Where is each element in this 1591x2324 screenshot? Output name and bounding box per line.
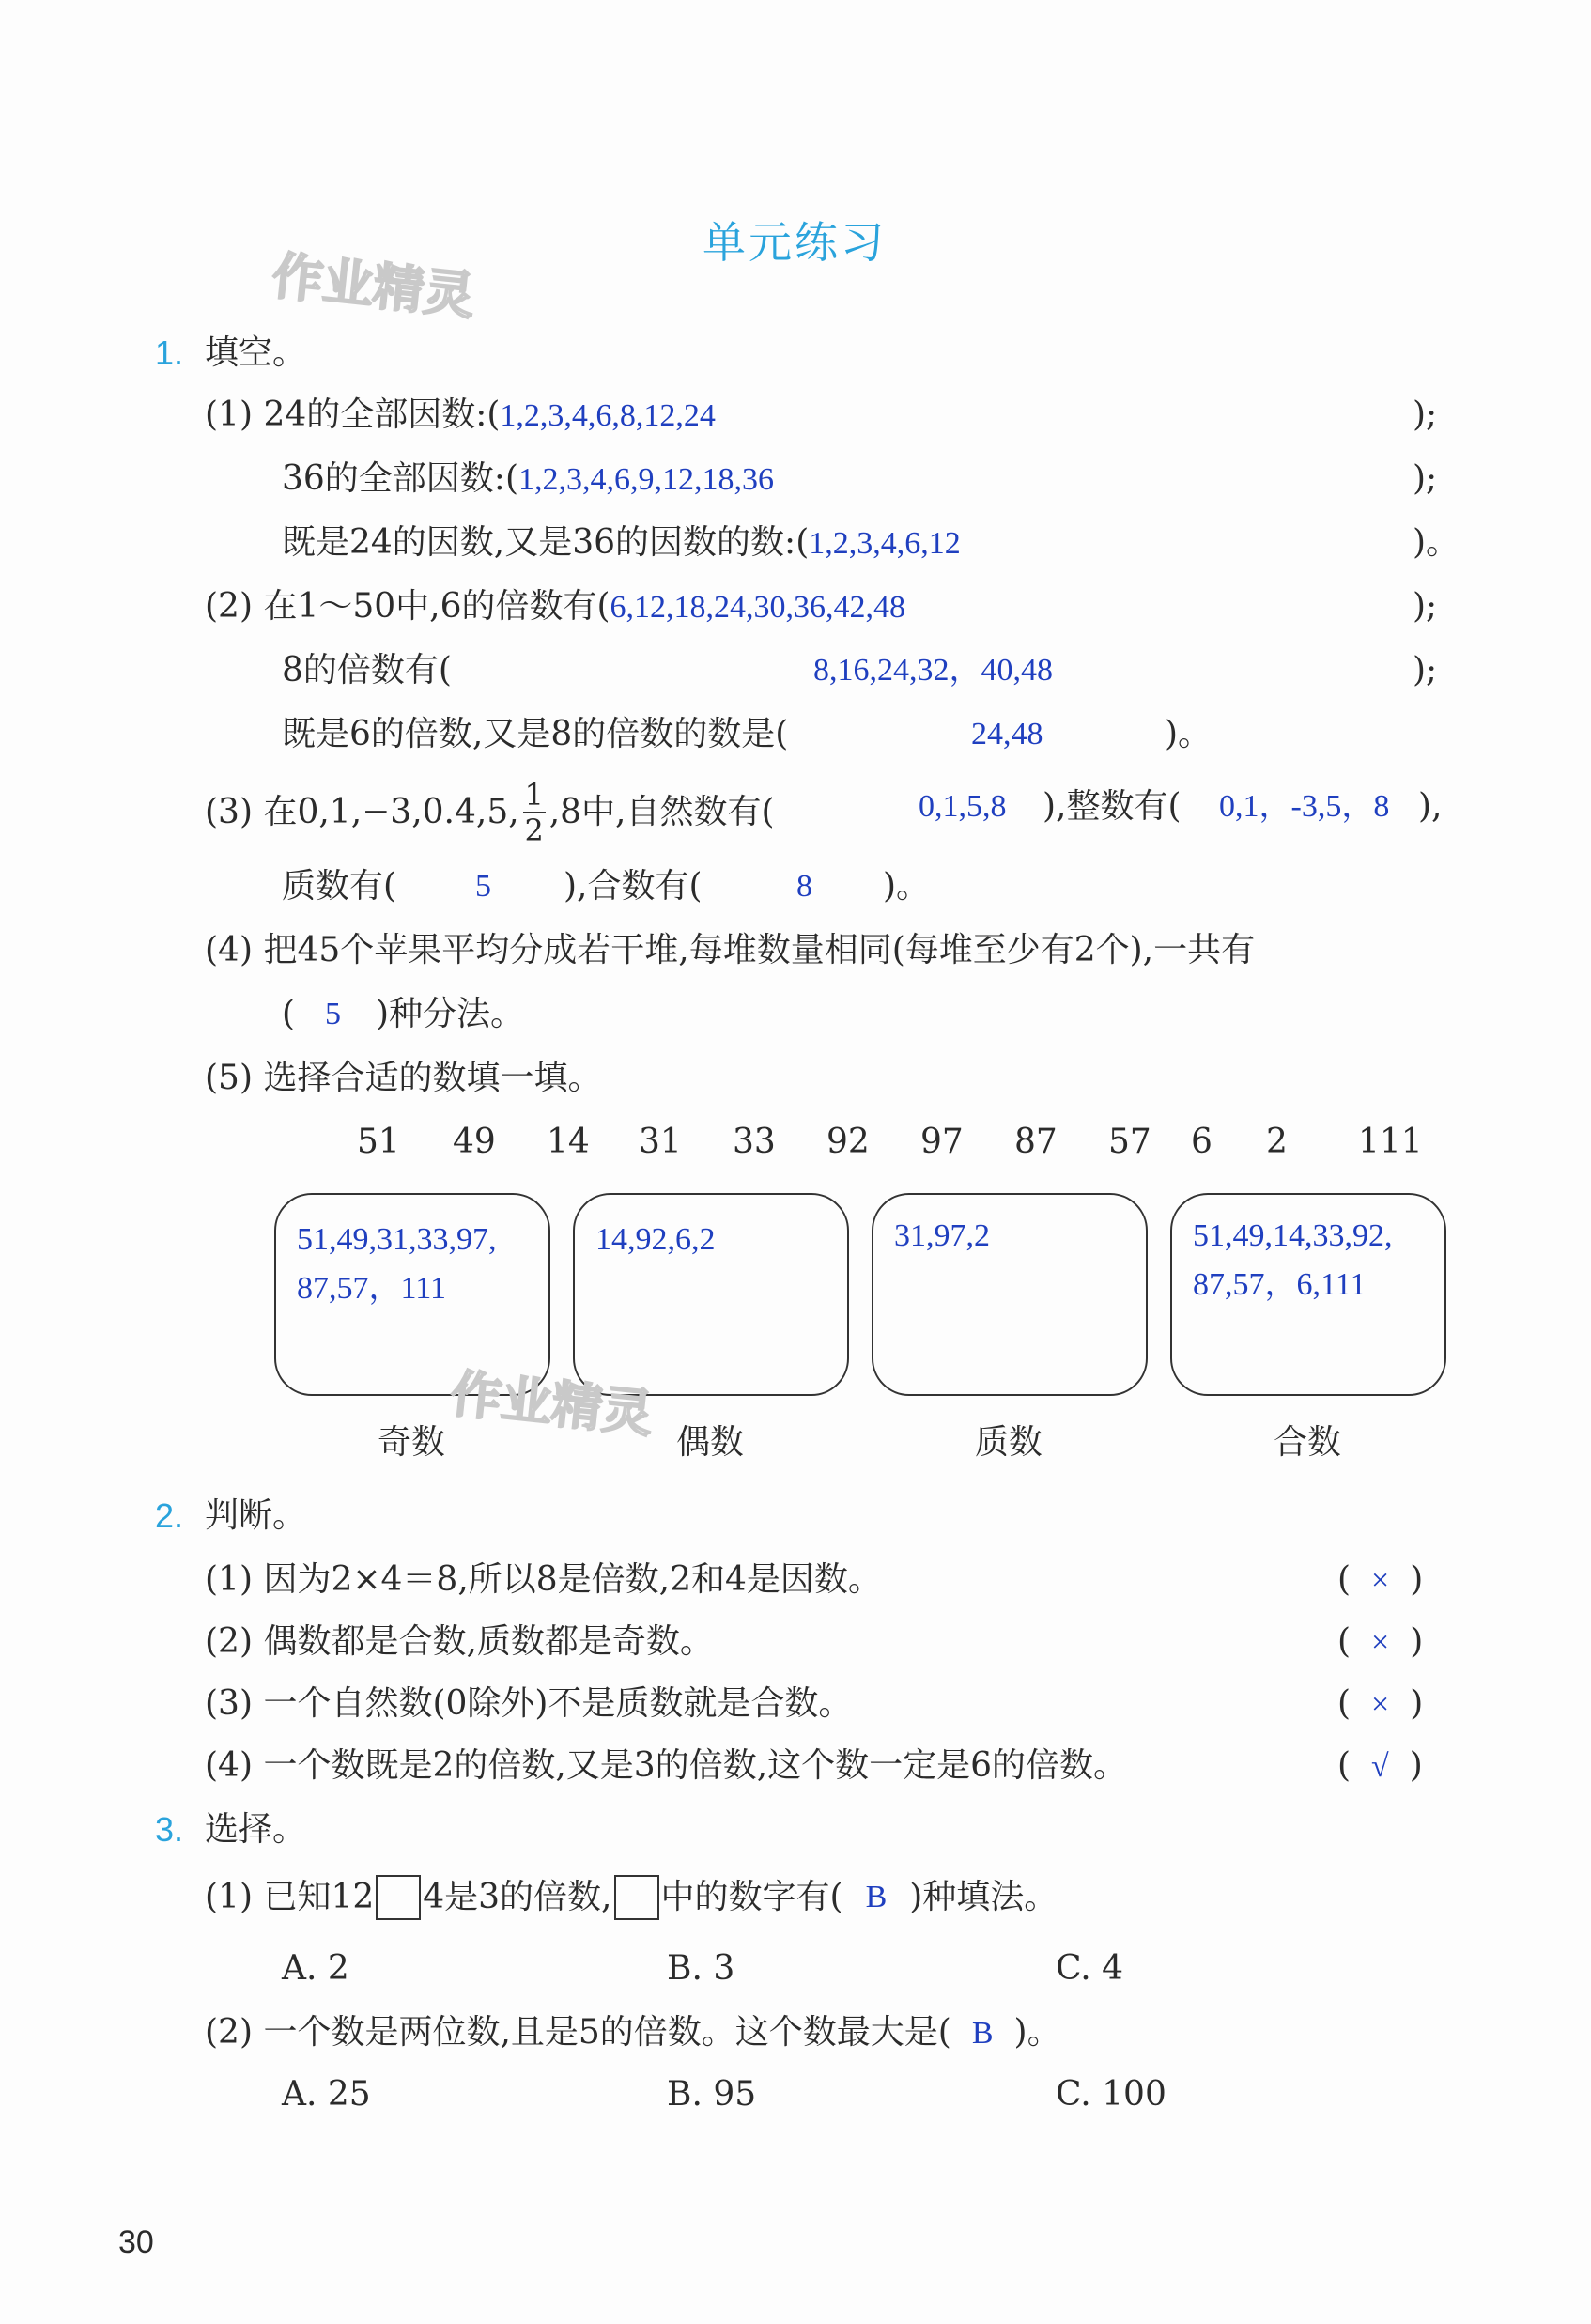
candidate-number: 111 <box>1358 1123 1423 1161</box>
q1-p2-l3-prefix: 既是6的倍数,又是8的倍数的数是( <box>282 715 789 753</box>
q2-item3-bracket: ( × ) <box>1337 1684 1424 1723</box>
q1-number: 1. <box>155 333 184 372</box>
q1-p1-l3-suffix: )。 <box>1413 523 1460 562</box>
q2-item1-text: (1) 因为2×4＝8,所以8是倍数,2和4是因数。 <box>205 1560 882 1599</box>
q3-p2-line <box>205 2013 1061 2052</box>
q1-p4-l2-prefix: ( <box>282 995 296 1033</box>
candidate-number: 57 <box>1108 1123 1151 1161</box>
watermark: 作业精灵 <box>447 1363 656 1445</box>
q3-p1-prefix: (1) 已知12 <box>205 1878 375 1916</box>
q2-label: 判断。 <box>205 1496 307 1535</box>
fraction-numerator: 1 <box>524 777 544 813</box>
q3-p2-prefix: (2) 一个数是两位数,且是5的倍数。这个数最大是( <box>205 2013 951 2052</box>
q3-p2-option-b: B. 95 <box>667 2075 757 2114</box>
q1-p1-l3-answer: 1,2,3,4,6,12 <box>809 526 961 561</box>
odd-box-line2: 87,57，111 <box>297 1271 446 1306</box>
q3-p1-mid1: 4是3的倍数, <box>423 1878 612 1916</box>
prime-box-label: 质数 <box>975 1423 1043 1462</box>
q1-p3-l2-prefix: 质数有( <box>282 867 397 906</box>
q1-p3-natural-answer: 0,1,5,8 <box>919 789 1007 824</box>
q1-p4-answer: 5 <box>325 997 341 1031</box>
candidate-number: 51 <box>357 1123 400 1161</box>
candidate-number: 97 <box>920 1123 964 1161</box>
page-number: 30 <box>118 2224 154 2260</box>
q2-item2-bracket: ( × ) <box>1337 1622 1424 1661</box>
candidate-number: 92 <box>826 1123 870 1161</box>
composite-numbers-box <box>1170 1193 1446 1396</box>
q3-p1-mid2: 中的数字有( <box>660 1878 843 1916</box>
q3-p2-option-c: C. 100 <box>1056 2075 1166 2114</box>
q1-p1-l2-suffix: ); <box>1413 459 1438 498</box>
q1-p1-l3-prefix: 既是24的因数,又是36的因数的数:( <box>282 523 810 562</box>
q1-label: 填空。 <box>205 333 307 372</box>
candidate-number: 87 <box>1014 1123 1058 1161</box>
q1-p2-l3-suffix: )。 <box>1165 715 1213 753</box>
even-numbers-box <box>573 1193 849 1396</box>
q1-p2-l2-answer: 8,16,24,32，40,48 <box>813 653 1053 688</box>
q3-p1-line <box>205 1875 1058 1920</box>
q1-p2-line1 <box>205 587 906 626</box>
q1-p2-l2-suffix: ); <box>1413 651 1438 689</box>
candidate-number: 31 <box>639 1123 682 1161</box>
q1-p3-prime-answer: 5 <box>475 869 491 904</box>
q1-p5-label: (5) 选择合适的数填一填。 <box>205 1059 602 1097</box>
q1-p3-l2-mid: ),合数有( <box>564 867 703 906</box>
q1-p3-l1-suffix: ), <box>1418 787 1443 826</box>
q1-p3-composite-answer: 8 <box>796 869 812 904</box>
composite-box-label: 合数 <box>1274 1423 1342 1462</box>
q1-p2-l1-suffix: ); <box>1413 587 1438 626</box>
q3-p1-option-a: A. 2 <box>282 1949 349 1988</box>
q1-p2-l1-prefix: (2) 在1～50中,6的倍数有( <box>205 587 610 626</box>
q3-label: 选择。 <box>205 1810 307 1849</box>
watermark: 作业精灵 <box>269 245 478 327</box>
q3-p1-option-c: C. 4 <box>1056 1949 1124 1988</box>
odd-box-line1: 51,49,31,33,97, <box>297 1222 497 1257</box>
q1-p2-l3-answer: 24,48 <box>971 717 1043 751</box>
q1-p3-l1-mid1: ,8中,自然数有( <box>548 793 775 831</box>
q1-p3-l2-suffix: )。 <box>883 867 931 906</box>
q1-p1-line1 <box>205 395 716 434</box>
prime-box-line1: 31,97,2 <box>894 1218 990 1253</box>
q1-p3-integer-answer: 0,1，-3,5，8 <box>1219 789 1390 824</box>
q1-p4-line1: (4) 把45个苹果平均分成若干堆,每堆数量相同(每堆至少有2个),一共有 <box>205 931 1256 969</box>
q2-item4-bracket: ( √ ) <box>1337 1746 1423 1785</box>
q3-p1-option-b: B. 3 <box>667 1949 735 1988</box>
q2-item1-answer: × <box>1371 1563 1390 1598</box>
q3-number: 3. <box>155 1810 184 1849</box>
q2-item1-bracket: ( × ) <box>1337 1560 1424 1599</box>
q1-p2-l2-prefix: 8的倍数有( <box>282 651 452 689</box>
q1-p3-l1-prefix: (3) 在0,1,−3,0.4,5, <box>205 793 519 831</box>
candidate-number: 33 <box>733 1123 776 1161</box>
composite-box-line1: 51,49,14,33,92, <box>1193 1218 1393 1253</box>
q1-p1-l2-prefix: 36的全部因数:( <box>282 459 518 498</box>
q3-p1-answer: B <box>865 1880 888 1914</box>
candidate-number: 14 <box>547 1123 590 1161</box>
candidate-number: 49 <box>453 1123 496 1161</box>
even-box-line1: 14,92,6,2 <box>595 1222 716 1257</box>
q1-p1-line2 <box>282 459 774 498</box>
q1-p3-l1-mid2: ),整数有( <box>1043 787 1182 826</box>
blank-square <box>376 1875 421 1920</box>
q2-item4-text: (4) 一个数既是2的倍数,又是3的倍数,这个数一定是6的倍数。 <box>205 1746 1128 1785</box>
fraction-denominator: 2 <box>524 813 544 848</box>
q1-p1-l1-answer: 1,2,3,4,6,8,12,24 <box>500 398 716 433</box>
q1-p2-l1-answer: 6,12,18,24,30,36,42,48 <box>610 590 906 625</box>
q3-p2-option-a: A. 25 <box>282 2075 371 2114</box>
q1-p1-l1-prefix: (1) 24的全部因数:( <box>205 395 501 434</box>
q2-item3-answer: × <box>1371 1687 1390 1722</box>
composite-box-line2: 87,57，6,111 <box>1193 1267 1367 1302</box>
q1-p1-l1-suffix: ); <box>1413 395 1438 434</box>
fraction-one-half <box>523 777 546 848</box>
q2-item4-answer: √ <box>1371 1749 1389 1784</box>
q1-p1-l2-answer: 1,2,3,4,6,9,12,18,36 <box>517 462 774 497</box>
q2-item3-text: (3) 一个自然数(0除外)不是质数就是合数。 <box>205 1684 853 1723</box>
blank-square <box>614 1875 659 1920</box>
q1-p3-line1 <box>205 777 775 848</box>
even-box-label: 偶数 <box>676 1423 745 1462</box>
odd-box-label: 奇数 <box>378 1423 446 1462</box>
q2-item2-answer: × <box>1371 1625 1390 1660</box>
q3-p2-answer: B <box>971 2016 994 2051</box>
q1-p1-line3 <box>282 523 961 562</box>
q1-p4-l2-suffix: )种分法。 <box>376 995 525 1033</box>
q2-number: 2. <box>155 1496 184 1535</box>
page-title: 单元练习 <box>703 217 887 268</box>
q3-p1-suffix: )种填法。 <box>909 1878 1058 1916</box>
candidate-number: 6 <box>1191 1123 1213 1161</box>
q3-p2-suffix: )。 <box>1013 2013 1061 2052</box>
prime-numbers-box <box>872 1193 1148 1396</box>
q2-item2-text: (2) 偶数都是合数,质数都是奇数。 <box>205 1622 714 1661</box>
candidate-number: 2 <box>1266 1123 1288 1161</box>
